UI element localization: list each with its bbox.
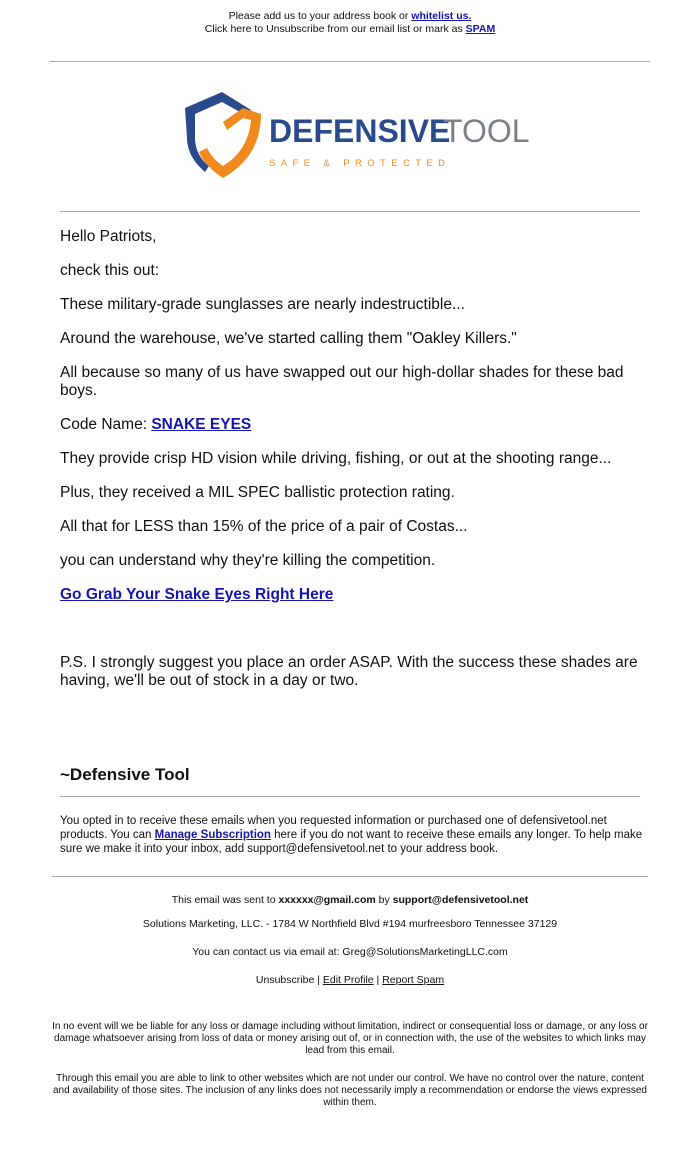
manage-subscription-link[interactable]: Manage Subscription bbox=[154, 829, 271, 841]
divider bbox=[60, 211, 640, 212]
greeting: Hello Patriots, bbox=[60, 228, 157, 245]
body-paragraph: check this out: bbox=[60, 262, 160, 279]
body-paragraph: These military-grade sunglasses are nearly indestructible... bbox=[60, 296, 465, 313]
report-spam-link[interactable]: Report Spam bbox=[382, 974, 445, 986]
contact-line: You can contact us via email at: Greg@SolutionsMarketingLLC.com bbox=[192, 946, 508, 958]
footer-links: Unsubscribe | Edit Profile | Report Spam bbox=[255, 974, 445, 986]
divider bbox=[60, 796, 640, 797]
whitelist-line: Please add us to your address book or whitelist us. bbox=[228, 10, 472, 22]
body-paragraph: All that for LESS than 15% of the price of a pair of Costas... bbox=[60, 518, 468, 535]
optin-notice: You opted in to receive these emails when you requested information or purchased one of defensivetool.net products. You can Manage Subscription here if you do not want to receive these emails any longer. To help make sure we make it into your inbox, add support@defensivetool.net to your address book. bbox=[60, 815, 643, 855]
brand-name-light: TOOL bbox=[443, 113, 530, 149]
code-name-line: Code Name: SNAKE EYES bbox=[60, 416, 252, 433]
snake-eyes-link[interactable]: SNAKE EYES bbox=[151, 416, 252, 433]
defensive-tool-logo bbox=[185, 90, 535, 180]
signoff: ~Defensive Tool bbox=[60, 765, 190, 784]
divider bbox=[50, 61, 650, 62]
cta-line bbox=[60, 586, 640, 604]
footer bbox=[50, 894, 650, 986]
body-paragraph: Around the warehouse, we've started calling them "Oakley Killers." bbox=[60, 330, 517, 347]
brand-name-bold: DEFENSIVE bbox=[269, 113, 451, 149]
sent-to-line: This email was sent to xxxxxx@gmail.com by support@defensivetool.net bbox=[171, 894, 529, 906]
external-links-disclaimer: Through this email you are able to link to other websites which are not under our control. We have no control over the nature, content and availability of those sites. The inclusion of any links does not necessarily imply a recommendation or endorse the views expressed within them. bbox=[52, 1073, 647, 1108]
shield-icon bbox=[185, 92, 261, 178]
unsubscribe-line: Click here to Unsubscribe from our email list or mark as SPAM bbox=[204, 23, 496, 35]
brand-tagline: SAFE & PROTECTED bbox=[269, 158, 451, 169]
header-notice bbox=[0, 0, 700, 36]
liability-disclaimer: In no event will we be liable for any loss or damage including without limitation, indirect or consequential loss or damage, or any loss or damage whatsoever arising from loss of data or money arising out of, or in connection with, the use of the websites to which links may lead from this email. bbox=[52, 1021, 648, 1056]
divider bbox=[52, 876, 648, 877]
body-paragraph: you can understand why they're killing the competition. bbox=[60, 552, 436, 569]
ps-paragraph: P.S. I strongly suggest you place an order ASAP. With the success these shades are having, we'll be out of stock in a day or two. bbox=[60, 654, 638, 689]
email-body bbox=[60, 228, 640, 706]
body-paragraph: Plus, they received a MIL SPEC ballistic protection rating. bbox=[60, 484, 455, 501]
sender-email: support@defensivetool.net bbox=[392, 894, 529, 906]
recipient-email: xxxxxx@gmail.com bbox=[278, 894, 376, 906]
edit-profile-link[interactable]: Edit Profile bbox=[322, 974, 374, 986]
body-paragraph: All because so many of us have swapped out our high-dollar shades for these bad boys. bbox=[60, 364, 624, 399]
unsubscribe-text[interactable]: Unsubscribe bbox=[255, 974, 315, 986]
whitelist-link[interactable]: whitelist us. bbox=[411, 10, 472, 22]
cta-link[interactable]: Go Grab Your Snake Eyes Right Here bbox=[60, 586, 334, 603]
spam-link[interactable]: SPAM bbox=[465, 23, 496, 35]
postal-address: Solutions Marketing, LLC. - 1784 W Northfield Blvd #194 murfreesboro Tennessee 37129 bbox=[142, 918, 558, 930]
body-paragraph: They provide crisp HD vision while driving, fishing, or out at the shooting range... bbox=[60, 450, 612, 467]
